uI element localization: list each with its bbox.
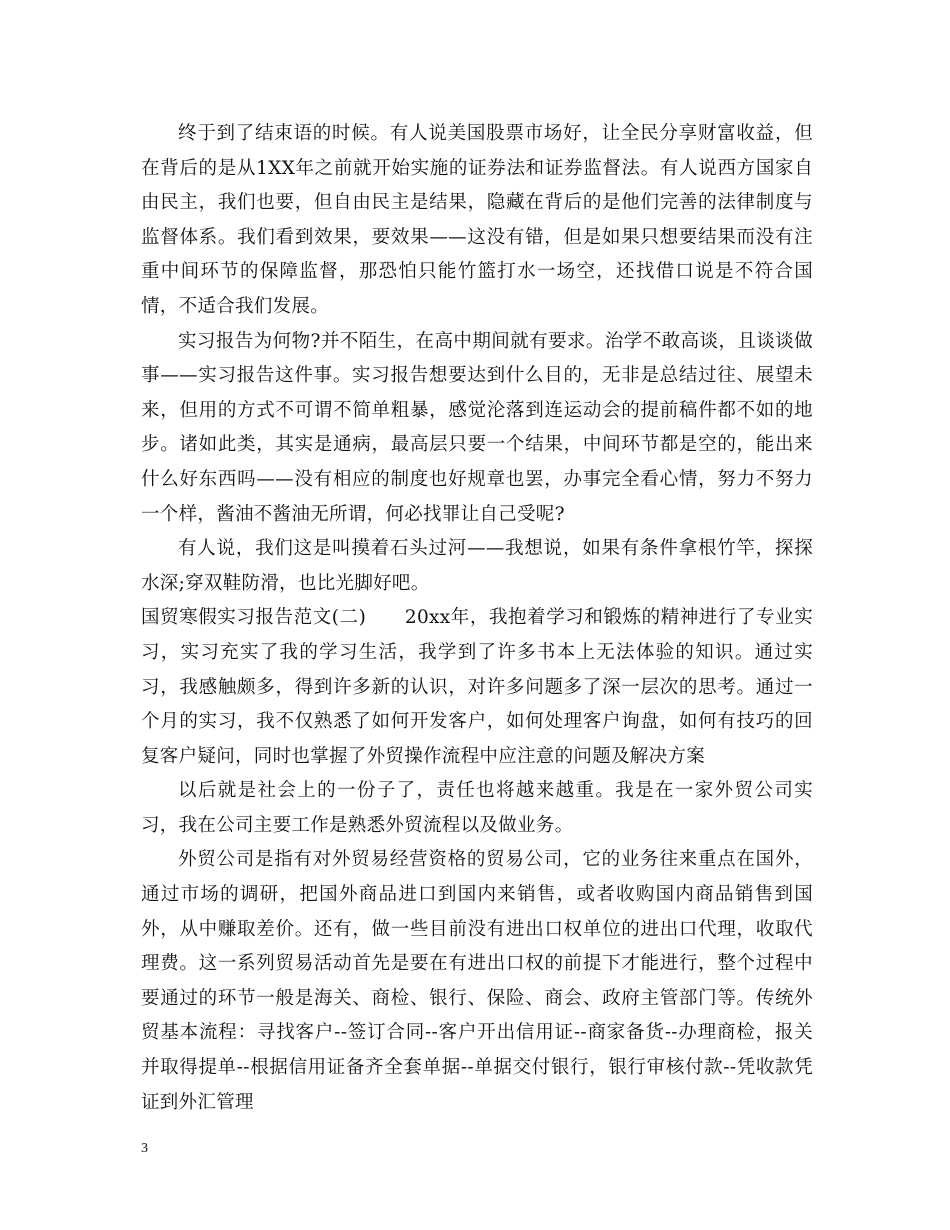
page-number: 3 [141,1141,148,1156]
paragraph-trade-process: 外贸公司是指有对外贸易经营资格的贸易公司，它的业务往来重点在国外，通过市场的调研，把国外商品进口到国内来销售，或者收购国内商品销售到国外，从中赚取差价。还有，做一些目前没有进出口权单位的进出口代理，收取代理费。这一系列贸易活动首先是要在有进出口权的前提下才能进行，整个过程中要通过的环节一般是海关、商检、银行、保险、商会、政府主管部门等。传统外贸基本流程：寻找客户--签订合同--客户开出信用证--商家备货--办理商检，报关并取得提单--根据信用证备齐全套单据--单据交付银行，银行审核付款--凭收款凭证到外汇管理 [141,849,813,1113]
document-body [141,117,813,1120]
paragraph-responsibility: 以后就是社会上的一份子了，责任也将越来越重。我是在一家外贸公司实习，我在公司主要工作是熟悉外贸流程以及做业务。 [141,780,813,836]
section-heading: 国贸寒假实习报告范文(二) [141,607,367,629]
section-two-opening [141,601,813,774]
section-intro-text: 20xx年，我抱着学习和锻炼的精神进行了专业实习，实习充实了我的学习生活，我学到了许多书本上无法体验的知识。通过实习，我感触颇多，得到许多新的认识，对许多问题多了深一层次的思考。通过一个月的实习，我不仅熟悉了如何开发客户，如何处理客户询盘，如何有技巧的回复客户疑问，同时也掌握了外贸操作流程中应注意的问题及解决方案 [141,607,813,767]
paragraph-crossing-river: 有人说，我们这是叫摸着石头过河——我想说，如果有条件拿根竹竿，探探水深;穿双鞋防滑，也比光脚好吧。 [141,538,813,594]
paragraph-conclusion: 终于到了结束语的时候。有人说美国股票市场好，让全民分享财富收益，但在背后的是从1XX年之前就开始实施的证券法和证券监督法。有人说西方国家自由民主，我们也要，但自由民主是结果，隐藏在背后的是他们完善的法律制度与监督体系。我们看到效果，要效果——这没有错，但是如果只想要结果而没有注重中间环节的保障监督，那恐怕只能竹篮打水一场空，还找借口说是不符合国情，不适合我们发展。 [141,123,813,317]
section-heading-spacer [366,607,405,628]
paragraph-report-critique: 实习报告为何物?并不陌生，在高中期间就有要求。治学不敢高谈，且谈谈做事——实习报告这件事。实习报告想要达到什么目的，无非是总结过往、展望未来，但用的方式不可谓不简单粗暴，感觉沦落到连运动会的提前稿件都不如的地步。诸如此类，其实是通病，最高层只要一个结果，中间环节都是空的，能出来什么好东西吗——没有相应的制度也好规章也罢，办事完全看心情，努力不努力一个样，酱油不酱油无所谓，何必找罪让自己受呢? [141,330,813,525]
